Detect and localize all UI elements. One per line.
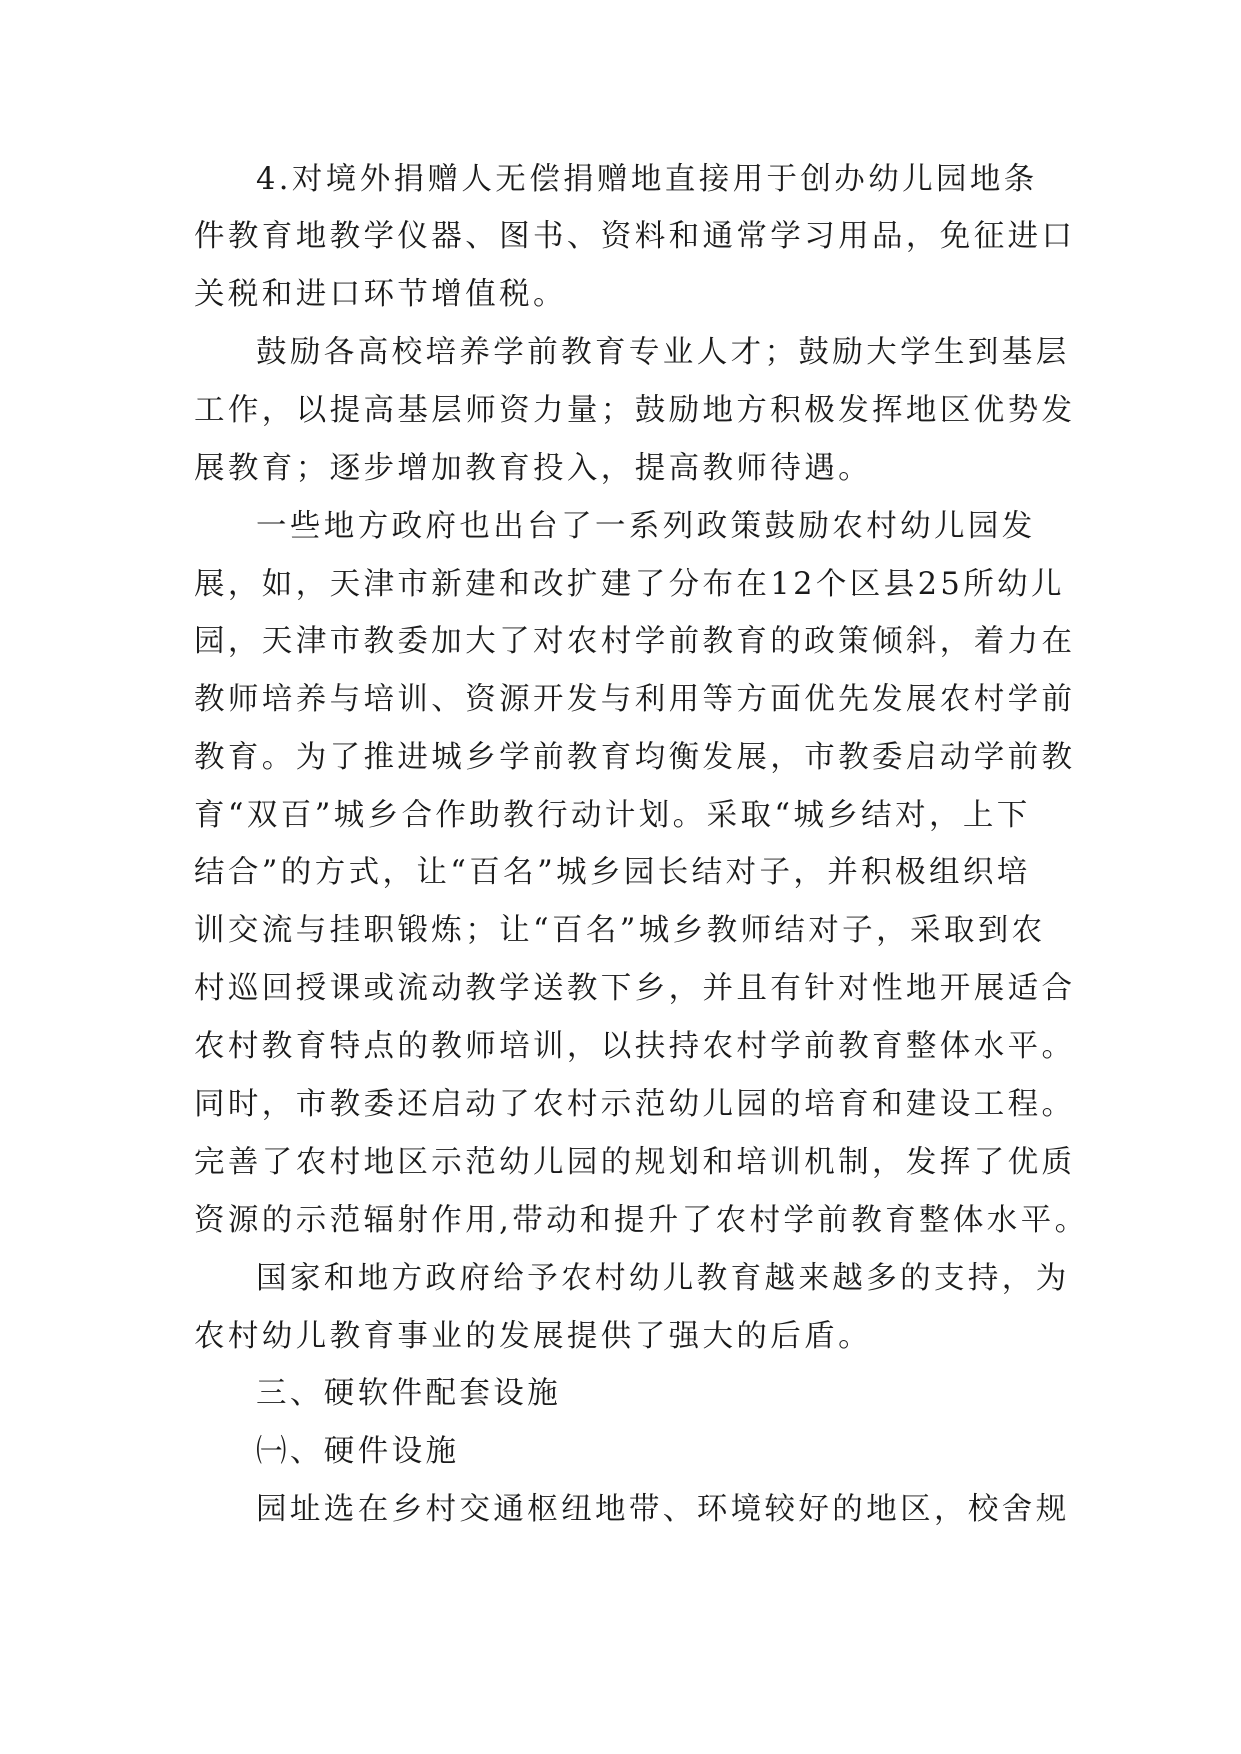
text-line: 村巡回授课或流动教学送教下乡，并且有针对性地开展适合 [194,971,1076,1006]
subsection-heading: ㈠、硬件设施 [256,1434,460,1469]
text-line: 资源的示范辐射作用,带动和提升了农村学前教育整体水平。 [194,1203,1089,1238]
text-line: 展教育；逐步增加教育投入，提高教师待遇。 [194,451,872,486]
text-line: 国家和地方政府给予农村幼儿教育越来越多的支持，为 [256,1261,1070,1296]
text-line: 工作，以提高基层师资力量；鼓励地方积极发挥地区优势发 [194,393,1076,428]
text-line: 展，如，天津市新建和改扩建了分布在12个区县25所幼儿 [194,567,1065,602]
text-line: 结合”的方式，让“百名”城乡园长结对子，并积极组织培 [194,855,1031,890]
text-line: 训交流与挂职锻炼；让“百名”城乡教师结对子，采取到农 [194,913,1046,948]
text-line: 同时，市教委还启动了农村示范幼儿园的培育和建设工程。 [194,1087,1076,1122]
text-line: 园，天津市教委加大了对农村学前教育的政策倾斜，着力在 [194,624,1076,659]
text-line: 鼓励各高校培养学前教育专业人才；鼓励大学生到基层 [256,335,1070,370]
text-line: 完善了农村地区示范幼儿园的规划和培训机制，发挥了优质 [194,1145,1076,1180]
text-line: 关税和进口环节增值税。 [194,277,567,312]
text-line: 教育。为了推进城乡学前教育均衡发展，市教委启动学前教 [194,740,1076,775]
text-line: 件教育地教学仪器、图书、资料和通常学习用品，免征进口 [194,219,1076,254]
text-line: 4.对境外捐赠人无偿捐赠地直接用于创办幼儿园地条 [256,162,1038,197]
text-line: 教师培养与培训、资源开发与利用等方面优先发展农村学前 [194,682,1076,717]
text-line: 育“双百”城乡合作助教行动计划。采取“城乡结对，上下 [194,798,1031,833]
text-line: 农村教育特点的教师培训，以扶持农村学前教育整体水平。 [194,1029,1076,1064]
text-line: 农村幼儿教育事业的发展提供了强大的后盾。 [194,1319,872,1354]
text-line: 园址选在乡村交通枢纽地带、环境较好的地区，校舍规 [256,1492,1070,1527]
section-heading: 三、硬软件配套设施 [256,1376,562,1411]
text-line: 一些地方政府也出台了一系列政策鼓励农村幼儿园发 [256,509,1036,544]
